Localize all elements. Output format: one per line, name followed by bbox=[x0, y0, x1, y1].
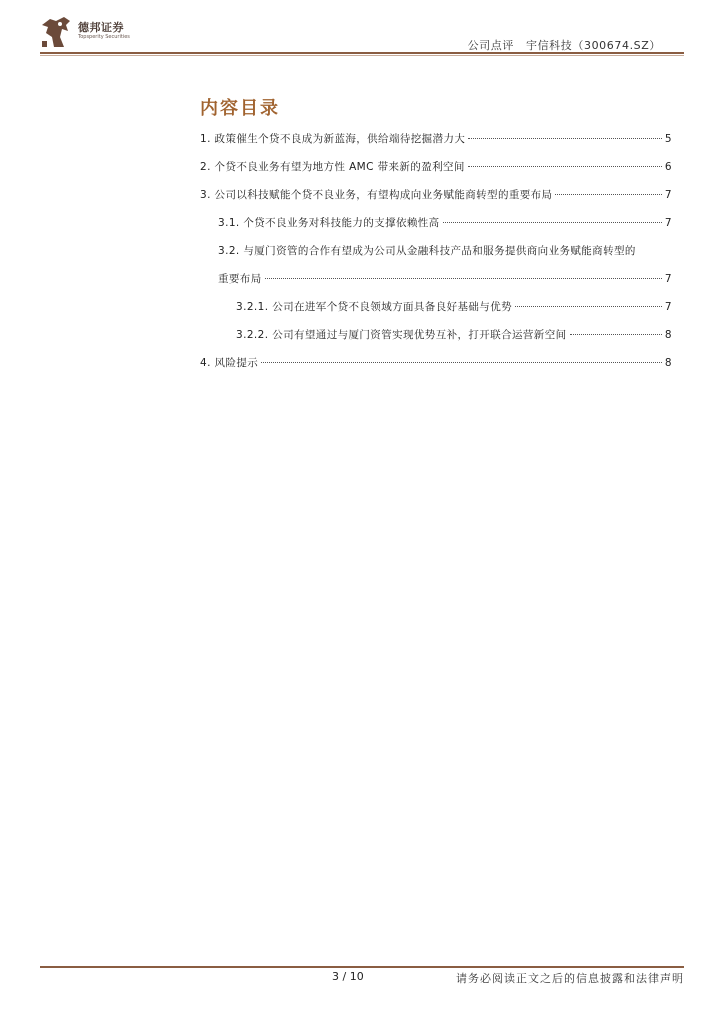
toc-entry-continued[interactable] bbox=[200, 271, 672, 299]
toc-entry-label: 3.1. 个贷不良业务对科技能力的支撑依赖性高 bbox=[218, 217, 440, 229]
toc-entry-page: 6 bbox=[664, 161, 672, 173]
toc-leader-dots bbox=[265, 278, 662, 279]
toc-entry-page: 7 bbox=[664, 217, 672, 229]
page-number: 3 / 10 bbox=[332, 970, 364, 983]
toc-leader-dots bbox=[570, 334, 662, 335]
toc-entry-label: 3.2. 与厦门资管的合作有望成为公司从金融科技产品和服务提供商向业务赋能商转型的 bbox=[218, 245, 636, 257]
toc-entry-page: 8 bbox=[664, 329, 672, 341]
toc-entry-page: 8 bbox=[664, 357, 672, 369]
company-logo bbox=[40, 15, 140, 51]
toc-leader-dots bbox=[555, 194, 661, 195]
logo-english-name: Topsperity Securities bbox=[78, 34, 130, 40]
toc-entry-label: 3.2.1. 公司在进军个贷不良领域方面具备良好基础与优势 bbox=[236, 301, 512, 313]
toc-entry-label-continued: 重要布局 bbox=[218, 273, 262, 285]
toc-entry-page: 7 bbox=[664, 301, 672, 313]
header-rule-thin bbox=[40, 55, 684, 56]
footer-disclaimer: 请务必阅读正文之后的信息披露和法律声明 bbox=[456, 972, 684, 985]
toc-entry[interactable] bbox=[200, 215, 672, 243]
toc-entry[interactable] bbox=[200, 187, 672, 215]
toc-entry[interactable] bbox=[200, 299, 672, 327]
toc-entry-label: 2. 个贷不良业务有望为地方性 AMC 带来新的盈利空间 bbox=[200, 161, 465, 173]
toc-entry[interactable] bbox=[200, 131, 672, 159]
table-of-contents bbox=[200, 131, 672, 383]
toc-entry[interactable] bbox=[200, 355, 672, 383]
report-type: 公司点评 bbox=[467, 39, 514, 52]
toc-entry-page: 5 bbox=[664, 133, 672, 145]
toc-leader-dots bbox=[443, 222, 662, 223]
logo-chinese-name: 德邦证券 bbox=[78, 21, 124, 34]
logo-mark-icon bbox=[40, 15, 72, 49]
footer-rule bbox=[40, 966, 684, 968]
toc-entry[interactable] bbox=[200, 159, 672, 187]
toc-entry-label: 3. 公司以科技赋能个贷不良业务，有望构成向业务赋能商转型的重要布局 bbox=[200, 189, 553, 201]
toc-entry-label: 4. 风险提示 bbox=[200, 357, 259, 369]
toc-leader-dots bbox=[515, 306, 662, 307]
toc-entry-label: 3.2.2. 公司有望通过与厦门资管实现优势互补，打开联合运营新空间 bbox=[236, 329, 567, 341]
company-name: 宇信科技（300674.SZ） bbox=[525, 39, 661, 52]
toc-entry-label: 1. 政策催生个贷不良成为新蓝海，供给端待挖掘潜力大 bbox=[200, 133, 466, 145]
toc-title: 内容目录 bbox=[200, 98, 280, 119]
report-header bbox=[468, 37, 661, 53]
toc-leader-dots bbox=[468, 138, 662, 139]
toc-entry[interactable] bbox=[200, 243, 672, 271]
toc-leader-dots bbox=[468, 166, 662, 167]
toc-entry-page: 7 bbox=[664, 189, 672, 201]
header-rule bbox=[40, 52, 684, 54]
toc-leader-dots bbox=[261, 362, 662, 363]
toc-entry-page: 7 bbox=[664, 273, 672, 285]
toc-entry[interactable] bbox=[200, 327, 672, 355]
